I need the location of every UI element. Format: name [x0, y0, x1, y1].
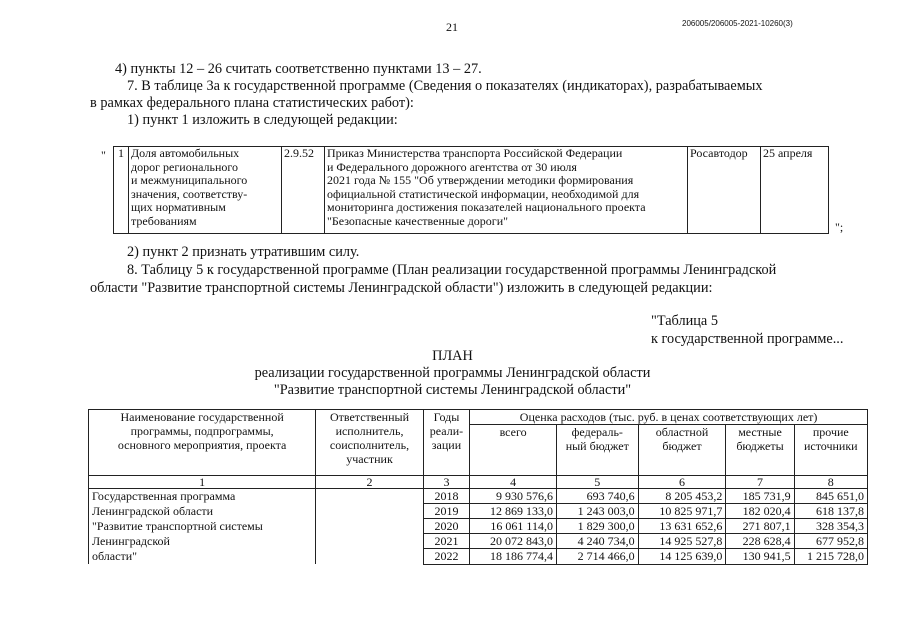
header-line: местные [738, 425, 782, 439]
other-cell: 328 354,3 [794, 519, 867, 534]
header-line: источники [803, 439, 858, 453]
code-cell: 2.9.52 [282, 147, 325, 234]
header-line: основного мероприятия, проекта [117, 438, 287, 452]
close-quote: "; [835, 220, 844, 234]
program-name-line: "Развитие транспортной системы Ленинградской [92, 519, 263, 548]
plan-table [88, 409, 868, 565]
responsible-cell: Росавтодор [688, 147, 761, 234]
federal-cell: 2 714 466,0 [556, 549, 638, 564]
paragraph-7-line2: в рамках федерального плана статистических работ): [90, 95, 414, 111]
column-number: 8 [794, 476, 867, 489]
header-line: участник [346, 452, 393, 466]
header-federal [556, 425, 638, 476]
header-total [470, 425, 557, 476]
column-number: 1 [89, 476, 316, 489]
total-cell: 18 186 774,4 [470, 549, 557, 564]
page-number: 21 [446, 20, 458, 34]
header-local [726, 425, 794, 476]
plan-subtitle-2: "Развитие транспортной системы Ленинградской области" [273, 382, 632, 398]
document-id: 206005/206005-2021-10260(3) [682, 19, 793, 28]
document-line: и Федерального дорожного агентства от 30 июля [327, 159, 577, 174]
federal-cell: 693 740,6 [556, 489, 638, 504]
header-line: зации [431, 438, 462, 452]
column-number: 2 [316, 476, 423, 489]
other-cell: 845 651,0 [794, 489, 867, 504]
plan-title: ПЛАН [432, 348, 473, 364]
open-quote: " [101, 148, 106, 162]
table5-caption-line1: "Таблица 5 [651, 313, 718, 329]
document-line: 2021 года № 155 "Об утверждении методики формирования [327, 173, 634, 188]
column-number: 5 [556, 476, 638, 489]
regional-cell: 13 631 652,6 [638, 519, 726, 534]
header-name [89, 410, 316, 476]
indicator-cell [129, 147, 282, 234]
paragraph-4: 4) пункты 12 – 26 считать соответственно пунктами 13 – 27. [115, 61, 482, 77]
header-line: Годы [433, 410, 460, 424]
document-line: мониторинга достижения показателей национального проекта [327, 200, 646, 215]
table-row [89, 489, 868, 504]
header-years [423, 410, 469, 476]
year-cell: 2019 [423, 504, 469, 519]
program-name-line: области" [92, 549, 138, 563]
column-number: 4 [470, 476, 557, 489]
document-cell [325, 147, 688, 234]
year-cell: 2021 [423, 534, 469, 549]
document-line: "Безопасные качественные дороги" [327, 213, 509, 228]
total-cell: 20 072 843,0 [470, 534, 557, 549]
column-number: 6 [638, 476, 726, 489]
federal-cell: 4 240 734,0 [556, 534, 638, 549]
local-cell: 182 020,4 [726, 504, 794, 519]
other-cell: 618 137,8 [794, 504, 867, 519]
amendment-table [113, 146, 829, 234]
document-line: официальной статистической информации, необходимой для [327, 186, 640, 201]
table-header-row [89, 410, 868, 425]
year-cell: 2022 [423, 549, 469, 564]
header-line: бюджет [662, 439, 702, 453]
total-cell: 12 869 133,0 [470, 504, 557, 519]
row-number: 1 [114, 147, 129, 234]
header-line: реали- [429, 424, 464, 438]
header-regional [638, 425, 726, 476]
federal-cell: 1 829 300,0 [556, 519, 638, 534]
year-cell: 2020 [423, 519, 469, 534]
paragraph-8-line2: области "Развитие транспортной системы Ленинградской области") изложить в следующей редакции: [90, 280, 713, 296]
regional-cell: 10 825 971,7 [638, 504, 726, 519]
indicator-line: щих нормативным [131, 200, 226, 215]
other-cell: 677 952,8 [794, 534, 867, 549]
header-other [794, 425, 867, 476]
date-cell: 25 апреля [761, 147, 829, 234]
column-number-row [89, 476, 868, 489]
header-line: Наименование государственной [120, 410, 284, 424]
header-line: бюджеты [736, 439, 784, 453]
table-row [114, 147, 829, 234]
plan-subtitle-1: реализации государственной программы Ленинградской области [254, 365, 651, 381]
paragraph-8-line1: 8. Таблицу 5 к государственной программе (План реализации государственной программы Ленинградской [127, 262, 777, 278]
header-line: всего [499, 425, 527, 439]
local-cell: 130 941,5 [726, 549, 794, 564]
paragraph-7-sub2: 2) пункт 2 признать утратившим силу. [127, 244, 360, 260]
total-cell: 16 061 114,0 [470, 519, 557, 534]
executor-cell [316, 489, 423, 565]
header-line: Ответственный [329, 410, 410, 424]
indicator-line: значения, соответству- [131, 186, 248, 201]
header-line: соисполнитель, [329, 438, 410, 452]
indicator-line: требованиям [131, 213, 197, 228]
program-name-line: Государственная программа Ленинградской области [92, 489, 236, 518]
indicator-line: и межмуниципального [131, 173, 248, 188]
local-cell: 271 807,1 [726, 519, 794, 534]
header-line: программы, подпрограммы, [130, 424, 274, 438]
column-number: 7 [726, 476, 794, 489]
header-line: областной [655, 425, 709, 439]
other-cell: 1 215 728,0 [794, 549, 867, 564]
header-line: прочие [812, 425, 849, 439]
regional-cell: 14 925 527,8 [638, 534, 726, 549]
regional-cell: 14 125 639,0 [638, 549, 726, 564]
document-line: Приказ Министерства транспорта Российской Федерации [327, 146, 623, 160]
header-cost-group: Оценка расходов (тыс. руб. в ценах соответствующих лет) [470, 410, 868, 425]
table5-caption-line2: к государственной программе... [651, 331, 844, 347]
column-number: 3 [423, 476, 469, 489]
header-executor [316, 410, 423, 476]
header-line: исполнитель, [335, 424, 404, 438]
year-cell: 2018 [423, 489, 469, 504]
local-cell: 185 731,9 [726, 489, 794, 504]
paragraph-7-line1: 7. В таблице 3а к государственной программе (Сведения о показателях (индикаторах), разрабатываемых [127, 78, 763, 94]
local-cell: 228 628,4 [726, 534, 794, 549]
header-line: ный бюджет [565, 439, 629, 453]
total-cell: 9 930 576,6 [470, 489, 557, 504]
header-line: федераль- [571, 425, 623, 439]
program-name-cell [89, 489, 316, 565]
paragraph-7-sub1: 1) пункт 1 изложить в следующей редакции: [127, 112, 398, 128]
regional-cell: 8 205 453,2 [638, 489, 726, 504]
federal-cell: 1 243 003,0 [556, 504, 638, 519]
indicator-line: Доля автомобильных [131, 146, 240, 160]
indicator-line: дорог регионального [131, 159, 239, 174]
